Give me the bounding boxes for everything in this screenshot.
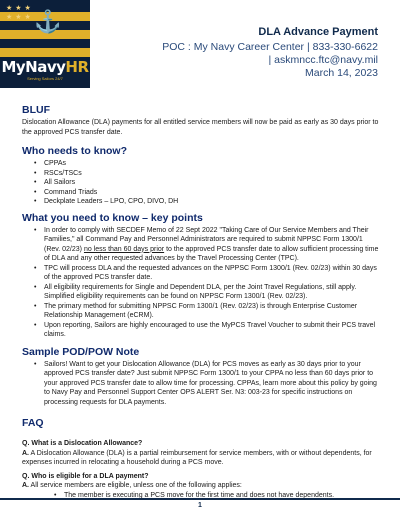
who-section bbox=[22, 145, 380, 207]
footer-divider bbox=[0, 498, 400, 500]
document-body bbox=[22, 104, 380, 500]
stars-icon: ★★★ ★★★ bbox=[6, 5, 34, 21]
list-item: • All Sailors bbox=[34, 178, 380, 188]
key-points-list bbox=[22, 226, 380, 340]
page-number: 1 bbox=[198, 502, 202, 509]
faq-answer: A. A Dislocation Allowance (DLA) is a partial reimbursement for service members, with or without dependents, for expenses incurred in relocating a household during a PCS move. bbox=[22, 449, 372, 466]
document-header bbox=[138, 26, 378, 80]
list-item: • CPPAs bbox=[34, 159, 380, 169]
list-item: • Sailors! Want to get your Dislocation Allowance (DLA) for PCS moves as early as 30 days prior to your approved PCS transfer date? Just submit NPPSC Form 1300/1 to your CPPA no less than 60 days prior to your approved PCS transfer date to allow time for processing. CPPAs, learn more about this policy by going to Navy Pay and Personnel Support Center OPS ALERT Ser. N3: 003-23 for specific instructions on processing requests for DLA payments. bbox=[34, 360, 380, 408]
sample-note-list bbox=[22, 360, 380, 408]
document-title: DLA Advance Payment bbox=[258, 26, 378, 38]
faq-section bbox=[22, 417, 380, 500]
bluf-section bbox=[22, 104, 380, 137]
list-item: • The member is executing a PCS move for the first time and does not have dependents. bbox=[54, 491, 380, 501]
faq-heading: FAQ bbox=[22, 417, 44, 429]
key-points-heading: What you need to know – key points bbox=[22, 211, 203, 224]
list-item: • All eligibility requirements for Single and Dependent DLA, per the Joint Travel Regulations, still apply. Simplified eligibility requirements can be found on NPPSC Form 1300/1 (Rev. 02/23). bbox=[34, 283, 380, 302]
bluf-text: Dislocation Allowance (DLA) payments for all entitled service members will now be paid as early as 30 days prior to the approved PCS transfer date. bbox=[22, 119, 379, 136]
poc-email: | askmncc.ftc@navy.mil bbox=[268, 54, 378, 66]
document-date: March 14, 2023 bbox=[305, 67, 378, 79]
logo-tagline: Serving Sailors 24/7 bbox=[27, 76, 63, 81]
list-item: • The primary method for submitting NPPSC Form 1300/1 (Rev. 02/23) is through Enterprise Customer Relationship Management (eCRM). bbox=[34, 302, 380, 321]
who-heading: Who needs to know? bbox=[22, 145, 127, 157]
list-item: • Upon reporting, Sailors are highly encouraged to use the MyPCS Travel Voucher to submit their PCS travel claims. bbox=[34, 321, 380, 340]
who-list bbox=[22, 159, 380, 207]
logo-wordmark: MyNavyHR bbox=[1, 58, 89, 76]
key-points-section bbox=[22, 212, 380, 340]
list-item: • Deckplate Leaders – LPO, CPO, DIVO, DH bbox=[34, 197, 380, 207]
faq-question: Q. What is a Dislocation Allowance? bbox=[22, 440, 143, 447]
list-item: • In order to comply with SECDEF Memo of 22 Sept 2022 "Taking Care of Our Service Members and Their Families," all Command Pay and Personnel Administrators are required to submit NPPSC Form 1300/1 (Rev. 02/23) no less than 60 days prior to the approved PCS transfer date to allow sufficient processing time of DLA and any other requested advances by the Travel Processing Center (TPC). bbox=[34, 226, 380, 264]
mynavyhr-logo bbox=[0, 0, 90, 88]
list-item: • RSCs/TSCs bbox=[34, 169, 380, 179]
list-item: • Command Triads bbox=[34, 188, 380, 198]
list-item: • TPC will process DLA and the requested advances on the NPPSC Form 1300/1 (Rev. 02/23) within 30 days of the approved PCS transfer date. bbox=[34, 264, 380, 283]
faq-answer: A. All service members are eligible, unless one of the following applies: bbox=[22, 482, 242, 489]
anchor-icon: ⚓ bbox=[34, 9, 62, 34]
sample-note-section bbox=[22, 346, 380, 408]
poc-line: POC : My Navy Career Center | 833-330-6622 bbox=[162, 41, 378, 53]
faq-question: Q. Who is eligible for a DLA payment? bbox=[22, 472, 149, 480]
bluf-heading: BLUF bbox=[22, 104, 50, 116]
sample-note-heading: Sample POD/POW Note bbox=[22, 345, 140, 358]
